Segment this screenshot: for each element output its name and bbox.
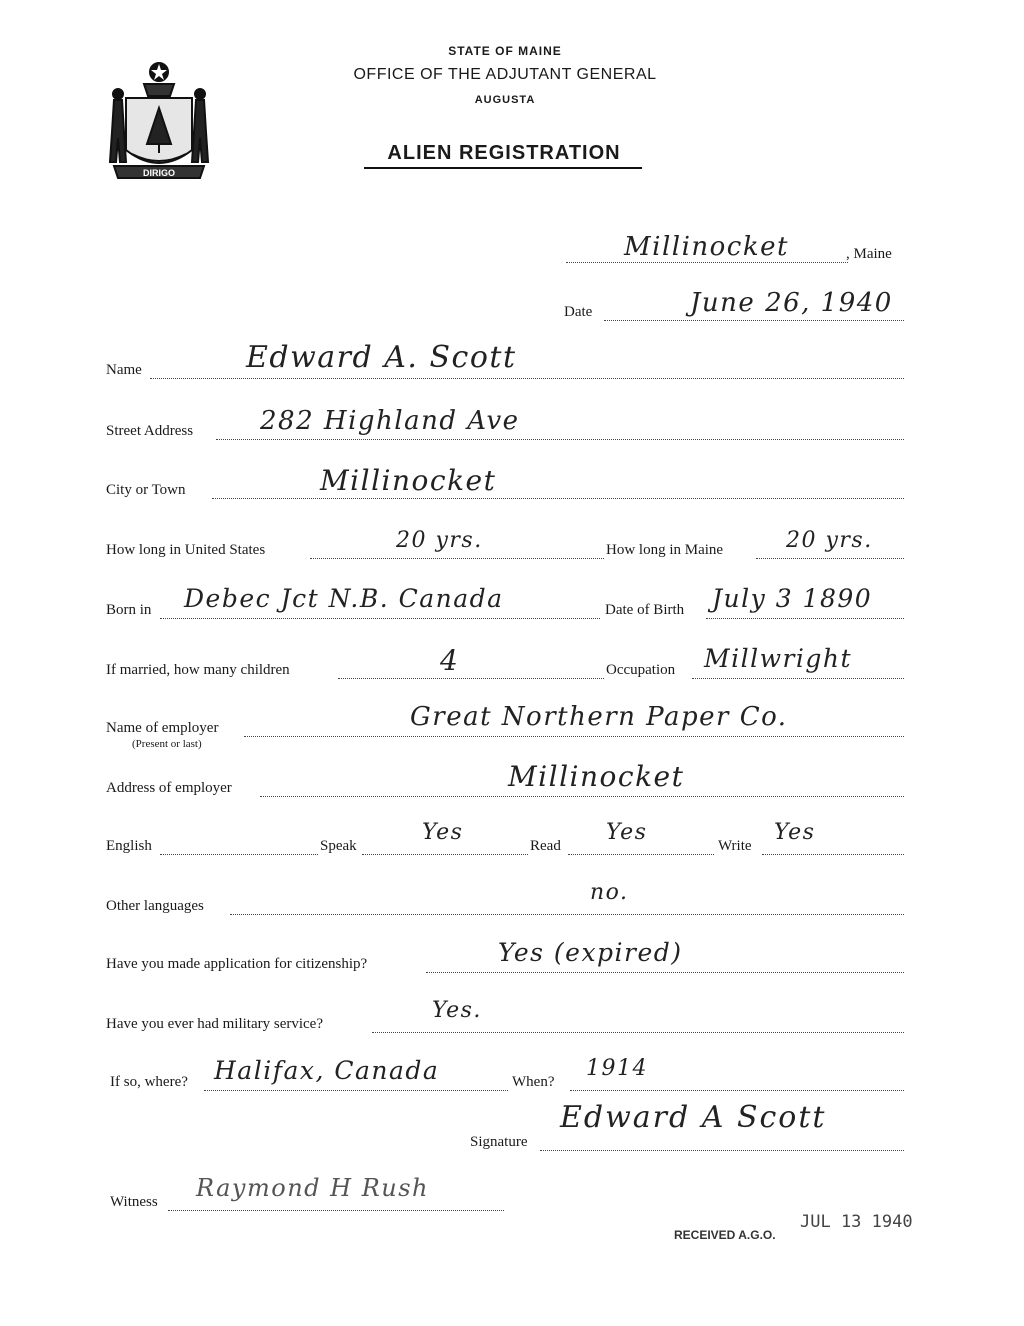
write-value: Yes (774, 820, 816, 845)
maine-value: 20 yrs. (786, 528, 873, 553)
citizenship-label: Have you made application for citizenship? (106, 956, 368, 972)
dob-line (706, 618, 904, 619)
employer-line (244, 736, 904, 737)
street-value: 282 Highland Ave (260, 406, 520, 436)
employer-address-value: Millinocket (508, 760, 685, 793)
children-line (338, 678, 604, 679)
us-line (310, 558, 604, 559)
town-line (566, 262, 848, 263)
name-label: Name (106, 362, 142, 378)
maine-label: How long in Maine (606, 542, 724, 558)
children-value: 4 (440, 644, 460, 677)
children-label: If married, how many children (106, 662, 290, 678)
other-languages-line (230, 914, 904, 915)
where-label: If so, where? (110, 1074, 188, 1090)
signature-label: Signature (470, 1134, 528, 1150)
speak-value: Yes (422, 820, 464, 845)
employer-label: Name of employer (106, 720, 219, 736)
date-label: Date (564, 304, 593, 320)
header-city: AUGUSTA (474, 94, 536, 106)
occupation-line (692, 678, 904, 679)
witness-value: Raymond H Rush (196, 1174, 430, 1202)
street-line (216, 439, 904, 440)
english-line (160, 854, 318, 855)
received-stamp: RECEIVED A.G.O. (674, 1228, 776, 1242)
title-underline (364, 167, 642, 169)
signature-value: Edward A Scott (560, 1100, 827, 1135)
military-label: Have you ever had military service? (106, 1016, 323, 1032)
when-line (570, 1090, 904, 1091)
signature-line (540, 1150, 904, 1151)
date-line (604, 320, 904, 321)
name-line (150, 378, 904, 379)
date-value: June 26, 1940 (690, 288, 893, 318)
military-value: Yes. (432, 998, 482, 1023)
military-line (372, 1032, 904, 1033)
english-label: English (106, 838, 152, 854)
dob-value: July 3 1890 (712, 584, 873, 613)
read-label: Read (530, 838, 561, 854)
dob-label: Date of Birth (605, 602, 685, 618)
city-label: City or Town (106, 482, 186, 498)
where-value: Halifax, Canada (214, 1056, 440, 1085)
received-date: JUL 13 1940 (800, 1212, 913, 1232)
employer-value: Great Northern Paper Co. (410, 702, 788, 732)
town-suffix: , Maine (846, 246, 892, 262)
read-line (568, 854, 714, 855)
occupation-label: Occupation (606, 662, 676, 678)
employer-sublabel: (Present or last) (132, 738, 202, 750)
city-value: Millinocket (320, 464, 497, 497)
street-label: Street Address (106, 423, 194, 439)
name-value: Edward A. Scott (246, 340, 517, 375)
header-office: OFFICE OF THE ADJUTANT GENERAL (353, 66, 657, 83)
city-line (212, 498, 904, 499)
seal-motto: DIRIGO (142, 168, 176, 178)
witness-label: Witness (110, 1194, 158, 1210)
other-languages-value: no. (590, 880, 629, 905)
when-label: When? (512, 1074, 555, 1090)
occupation-value: Millwright (704, 644, 853, 673)
citizenship-line (426, 972, 904, 973)
town-value: Millinocket (624, 232, 789, 262)
born-label: Born in (106, 602, 152, 618)
maine-line (756, 558, 904, 559)
header-state: STATE OF MAINE (448, 44, 562, 58)
born-line (160, 618, 600, 619)
us-value: 20 yrs. (396, 528, 483, 553)
when-value: 1914 (586, 1056, 648, 1081)
form-title: ALIEN REGISTRATION (387, 142, 621, 164)
born-value: Debec Jct N.B. Canada (184, 584, 504, 613)
us-label: How long in United States (106, 542, 266, 558)
where-line (204, 1090, 508, 1091)
employer-address-line (260, 796, 904, 797)
write-line (762, 854, 904, 855)
read-value: Yes (606, 820, 648, 845)
employer-address-label: Address of employer (106, 780, 232, 796)
speak-label: Speak (320, 838, 357, 854)
witness-line (168, 1210, 504, 1211)
speak-line (362, 854, 528, 855)
citizenship-value: Yes (expired) (498, 938, 683, 967)
other-languages-label: Other languages (106, 898, 204, 914)
write-label: Write (718, 838, 752, 854)
